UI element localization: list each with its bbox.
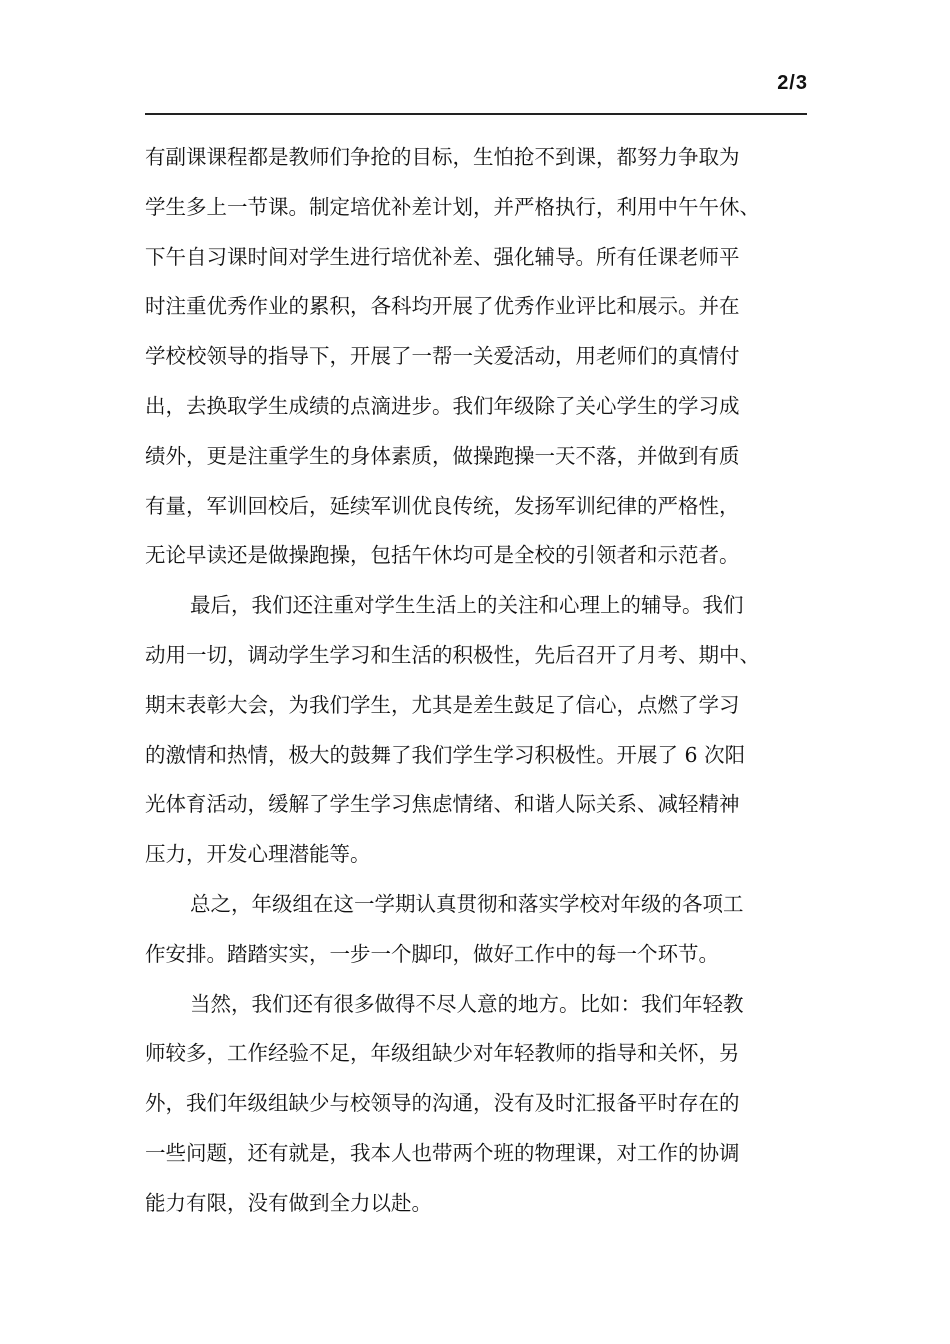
text-line: 能力有限，没有做到全力以赴。 xyxy=(145,1190,432,1215)
text-line: 学校校领导的指导下，开展了一帮一关爱活动，用老师们的真情付 xyxy=(145,344,740,369)
text-line: 时注重优秀作业的累积，各科均开展了优秀作业评比和展示。并在 xyxy=(145,294,740,319)
text-line: 的激情和热情，极大的鼓舞了我们学生学习积极性。开展了 6 次阳 xyxy=(145,742,746,767)
paragraph-first-line: 总之，年级组在这一学期认真贯彻和落实学校对年级的各项工 xyxy=(190,891,744,916)
text-line: 期末表彰大会，为我们学生，尤其是差生鼓足了信心，点燃了学习 xyxy=(145,692,740,717)
paragraph-first-line: 最后，我们还注重对学生生活上的关注和心理上的辅导。我们 xyxy=(190,593,744,618)
header-divider xyxy=(145,113,807,115)
document-body xyxy=(145,133,808,1229)
text-line: 师较多，工作经验不足，年级组缺少对年轻教师的指导和关怀，另 xyxy=(145,1041,740,1066)
page-number: 2/3 xyxy=(777,72,808,94)
text-line: 动用一切，调动学生学习和生活的积极性，先后召开了月考、期中、 xyxy=(145,642,760,667)
text-line: 有副课课程都是教师们争抢的目标，生怕抢不到课，都努力争取为 xyxy=(145,145,740,169)
text-line: 一些问题，还有就是，我本人也带两个班的物理课，对工作的协调 xyxy=(145,1140,740,1165)
text-line: 学生多上一节课。制定培优补差计划，并严格执行，利用中午午休、 xyxy=(145,194,760,219)
text-line: 有量，军训回校后，延续军训优良传统，发扬军训纪律的严格性， xyxy=(145,493,740,518)
text-line: 压力，开发心理潜能等。 xyxy=(145,842,371,867)
paragraph-first-line: 当然，我们还有很多做得不尽人意的地方。比如：我们年轻教 xyxy=(190,991,744,1016)
text-line: 外，我们年级组缺少与校领导的沟通，没有及时汇报备平时存在的 xyxy=(145,1091,740,1116)
text-line: 出，去换取学生成绩的点滴进步。我们年级除了关心学生的学习成 xyxy=(145,393,740,418)
text-line: 光体育活动，缓解了学生学习焦虑情绪、和谐人际关系、减轻精神 xyxy=(145,792,740,817)
text-line: 绩外，更是注重学生的身体素质，做操跑操一天不落，并做到有质 xyxy=(145,443,740,468)
text-line: 下午自习课时间对学生进行培优补差、强化辅导。所有任课老师平 xyxy=(145,244,740,269)
text-line: 无论早读还是做操跑操，包括午休均可是全校的引领者和示范者。 xyxy=(145,543,740,568)
text-line: 作安排。踏踏实实，一步一个脚印，做好工作中的每一个环节。 xyxy=(145,941,719,966)
